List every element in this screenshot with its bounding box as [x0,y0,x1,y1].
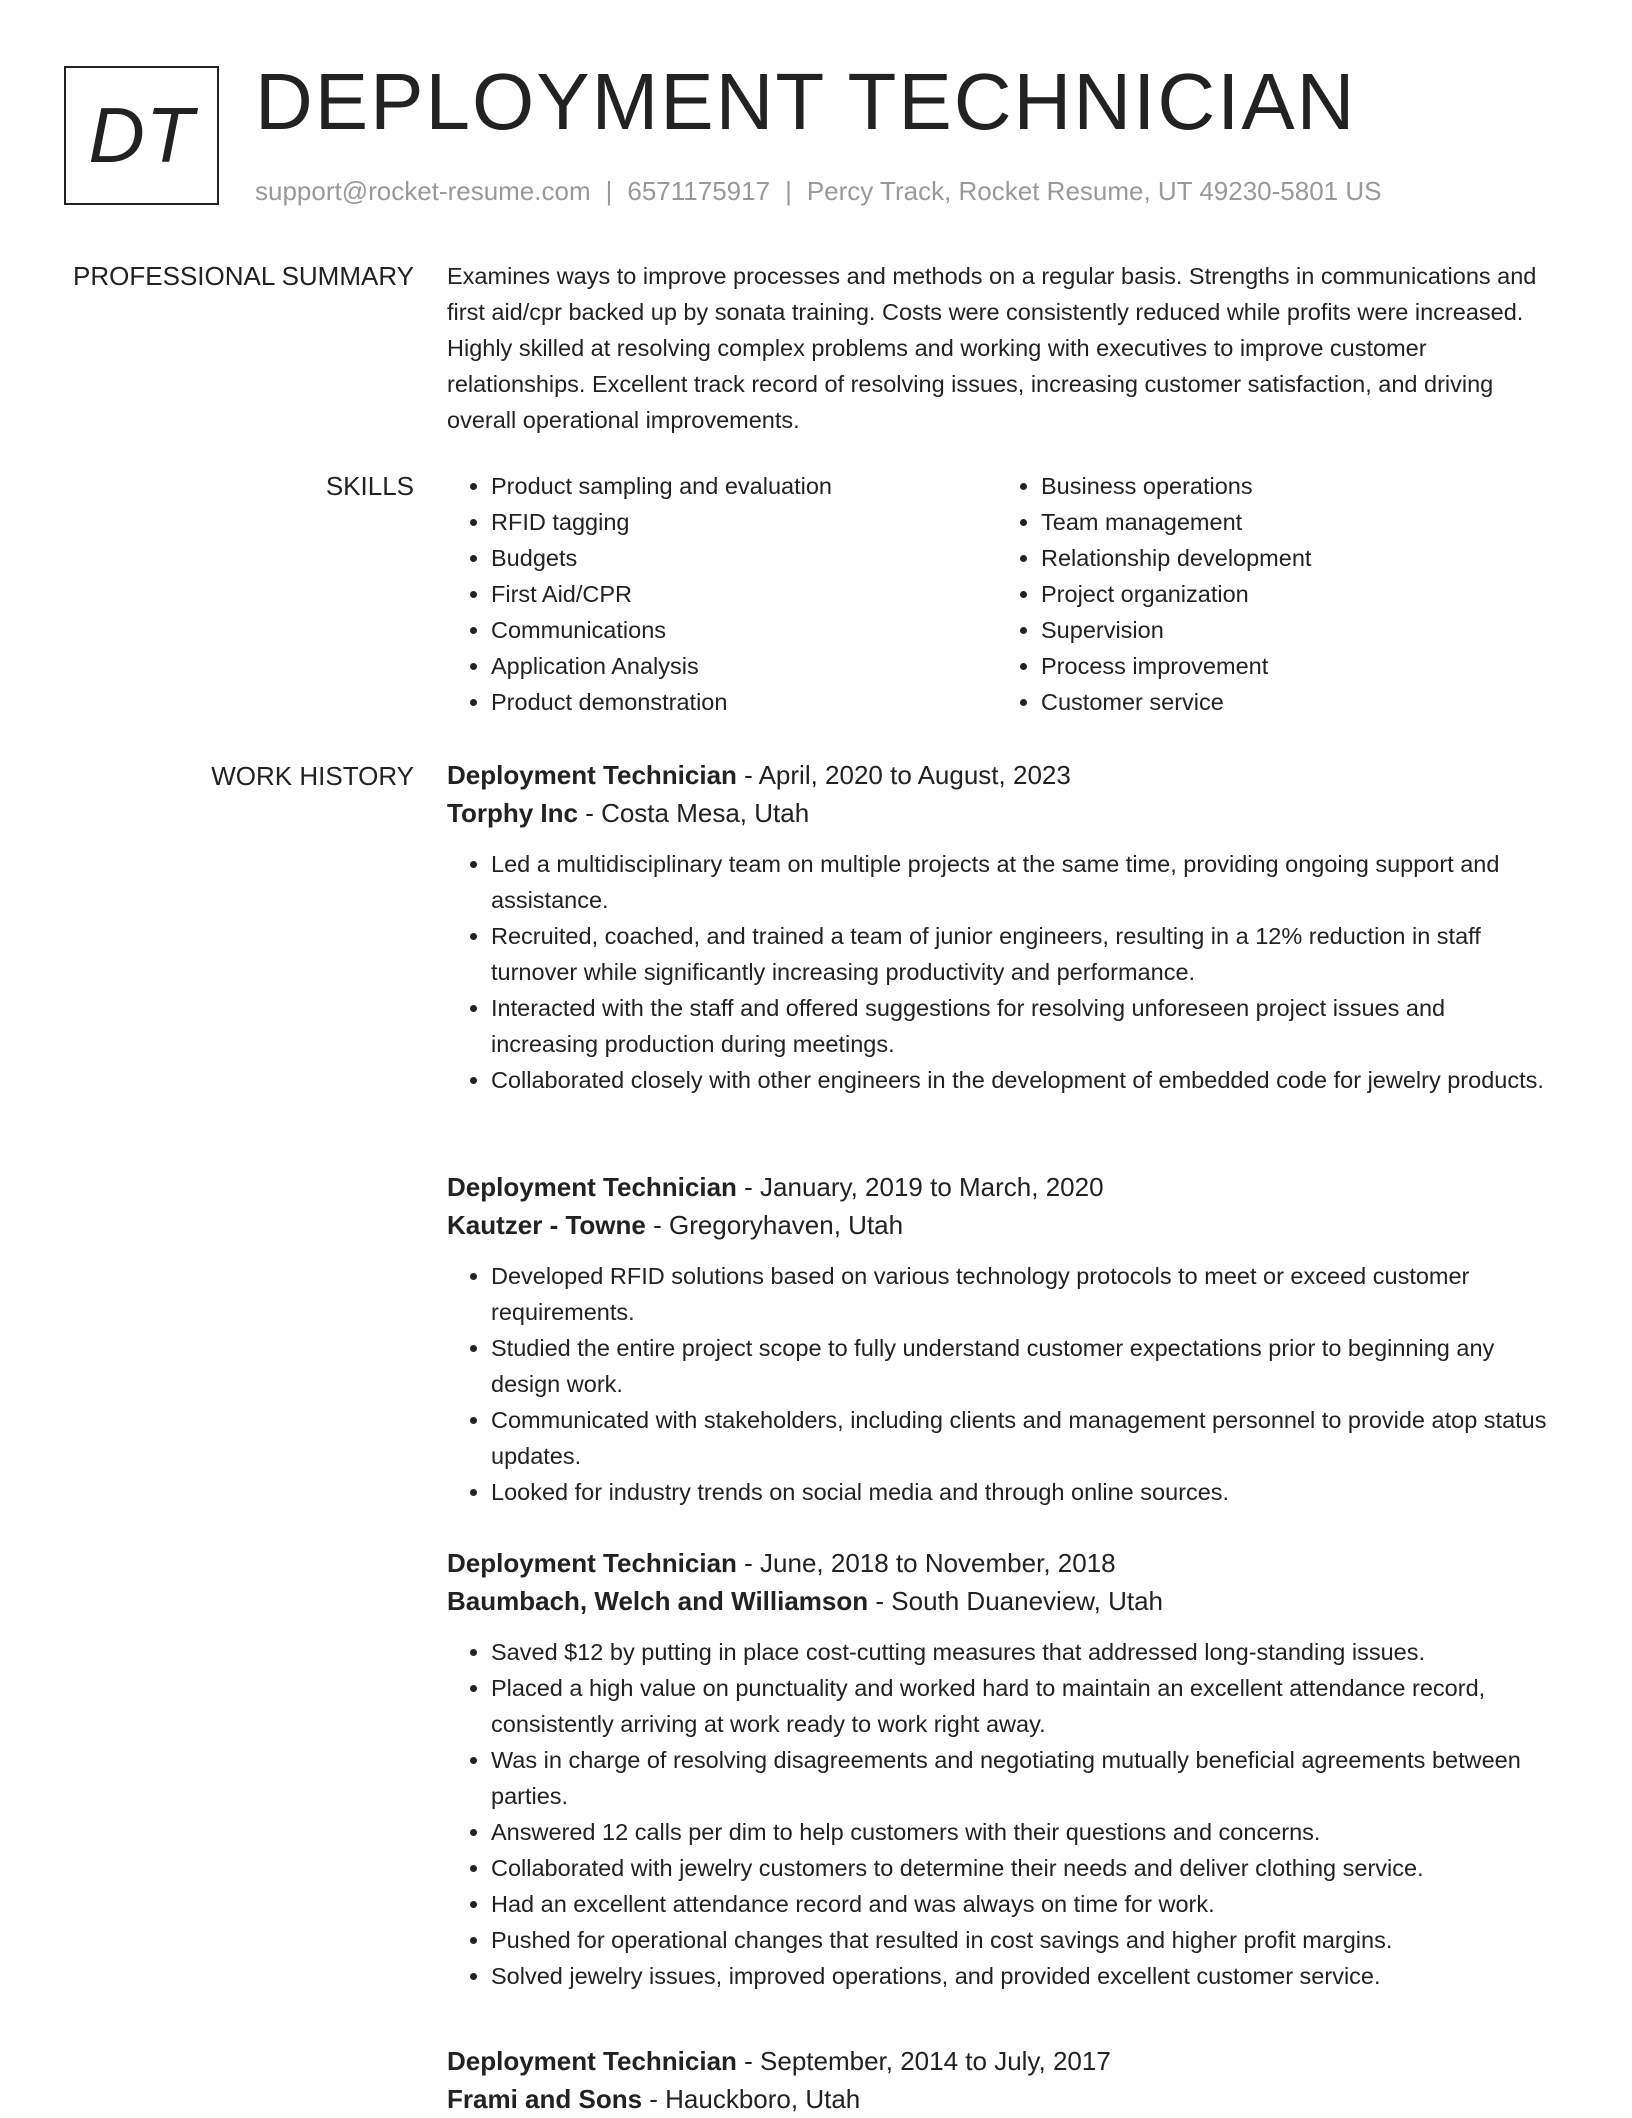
work-history-label: WORK HISTORY [211,761,414,791]
summary-label: PROFESSIONAL SUMMARY [73,261,414,291]
skill-item: • Process improvement [1041,648,1547,684]
job-title-line [447,756,1557,794]
job-dates: - January, 2019 to March, 2020 [736,1172,1104,1202]
job-bullet: • Collaborated closely with other engineers in the development of embedded code for jewelry products. [491,1062,1557,1098]
job-bullet: • Was in charge of resolving disagreements and negotiating mutually beneficial agreements between parties. [491,1742,1557,1814]
skills-list-right [997,468,1547,720]
job-title-line [447,1544,1557,1582]
skills-list-left [447,468,997,720]
skill-item: • RFID tagging [491,504,997,540]
job-bullet: • Saved $12 by putting in place cost-cutting measures that addressed long-standing issues. [491,1634,1557,1670]
monogram-initials: DT [88,91,195,179]
skill-item: • Communications [491,612,997,648]
job-entry [447,1544,1557,1994]
job-location: - Hauckboro, Utah [642,2084,861,2114]
skill-item: • Product demonstration [491,684,997,720]
job-bullet: • Recruited, coached, and trained a team of junior engineers, resulting in a 12% reduction in staff turnover while significantly increasing productivity and performance. [491,918,1557,990]
job-bullets [447,1258,1557,1510]
job-bullet: • Developed RFID solutions based on various technology protocols to meet or exceed customer requirements. [491,1258,1557,1330]
job-bullet: • Placed a high value on punctuality and worked hard to maintain an excellent attendance record, consistently arriving at work ready to work right away. [491,1670,1557,1742]
skill-item: • Project organization [1041,576,1547,612]
job-bullet: • Studied the entire project scope to fully understand customer expectations prior to beginning any design work. [491,1330,1557,1402]
job-dates: - June, 2018 to November, 2018 [736,1548,1116,1578]
skills-content [447,468,1557,720]
job-entry [447,2042,1557,2118]
contact-address: Percy Track, Rocket Resume, UT 49230-5801 US [806,176,1382,206]
job-company-line [447,794,1557,832]
job-title: Deployment Technician [447,2046,737,2076]
contact-phone[interactable]: 6571175917 [627,176,771,206]
job-company-line [447,1582,1557,1620]
job-location: - Costa Mesa, Utah [577,798,810,828]
job-entry [447,756,1557,1098]
job-company: Baumbach, Welch and Williamson [447,1586,869,1616]
contact-separator: | [605,176,613,206]
job-title-line [447,2042,1557,2080]
job-bullet: • Communicated with stakeholders, including clients and management personnel to provide atop status updates. [491,1402,1557,1474]
job-title: Deployment Technician [447,1172,737,1202]
job-title-line [447,1168,1557,1206]
job-bullet: • Led a multidisciplinary team on multiple projects at the same time, providing ongoing support and assistance. [491,846,1557,918]
job-title: Deployment Technician [447,760,737,790]
skill-item: • Budgets [491,540,997,576]
monogram-badge [64,66,219,205]
skill-item: • Supervision [1041,612,1547,648]
skill-item: • Business operations [1041,468,1547,504]
job-bullets [447,846,1557,1098]
job-bullet: • Collaborated with jewelry customers to determine their needs and deliver clothing service. [491,1850,1557,1886]
resume-name: DEPLOYMENT TECHNICIAN [255,57,1357,146]
skill-item: • First Aid/CPR [491,576,997,612]
skill-item: • Relationship development [1041,540,1547,576]
contact-separator: | [785,176,792,206]
job-company-line [447,1206,1557,1244]
contact-line [255,174,1381,208]
job-company-line [447,2080,1557,2118]
skills-label: SKILLS [325,471,414,501]
job-company: Frami and Sons [447,2084,643,2114]
job-bullet: • Looked for industry trends on social media and through online sources. [491,1474,1557,1510]
job-bullet: • Pushed for operational changes that resulted in cost savings and higher profit margins. [491,1922,1557,1958]
skill-item: • Application Analysis [491,648,997,684]
job-bullet: • Answered 12 calls per dim to help customers with their questions and concerns. [491,1814,1557,1850]
skill-item: • Product sampling and evaluation [491,468,997,504]
job-entry [447,1168,1557,1510]
job-bullet: • Interacted with the staff and offered suggestions for resolving unforeseen project issues and increasing production during meetings. [491,990,1557,1062]
contact-email[interactable]: support@rocket-resume.com [255,176,591,206]
job-title: Deployment Technician [447,1548,737,1578]
job-location: - Gregoryhaven, Utah [645,1210,904,1240]
job-dates: - September, 2014 to July, 2017 [736,2046,1111,2076]
skill-item: • Team management [1041,504,1547,540]
job-bullet: • Solved jewelry issues, improved operations, and provided excellent customer service. [491,1958,1557,1994]
summary-content [447,258,1557,438]
summary-text: Examines ways to improve processes and methods on a regular basis. Strengths in communications and first aid/cpr backed up by sonata training. Costs were consistently reduced while profits were increased. Highly skilled at resolving complex problems and working with executives to improve customer relationships. Excellent track record of resolving issues, increasing customer satisfaction, and driving overall operational improvements. [447,263,1537,433]
skill-item: • Customer service [1041,684,1547,720]
job-bullet: • Had an excellent attendance record and was always on time for work. [491,1886,1557,1922]
job-dates: - April, 2020 to August, 2023 [736,760,1071,790]
job-bullets [447,1634,1557,1994]
job-location: - South Duaneview, Utah [868,1586,1163,1616]
job-company: Torphy Inc [447,798,578,828]
job-company: Kautzer - Towne [447,1210,646,1240]
